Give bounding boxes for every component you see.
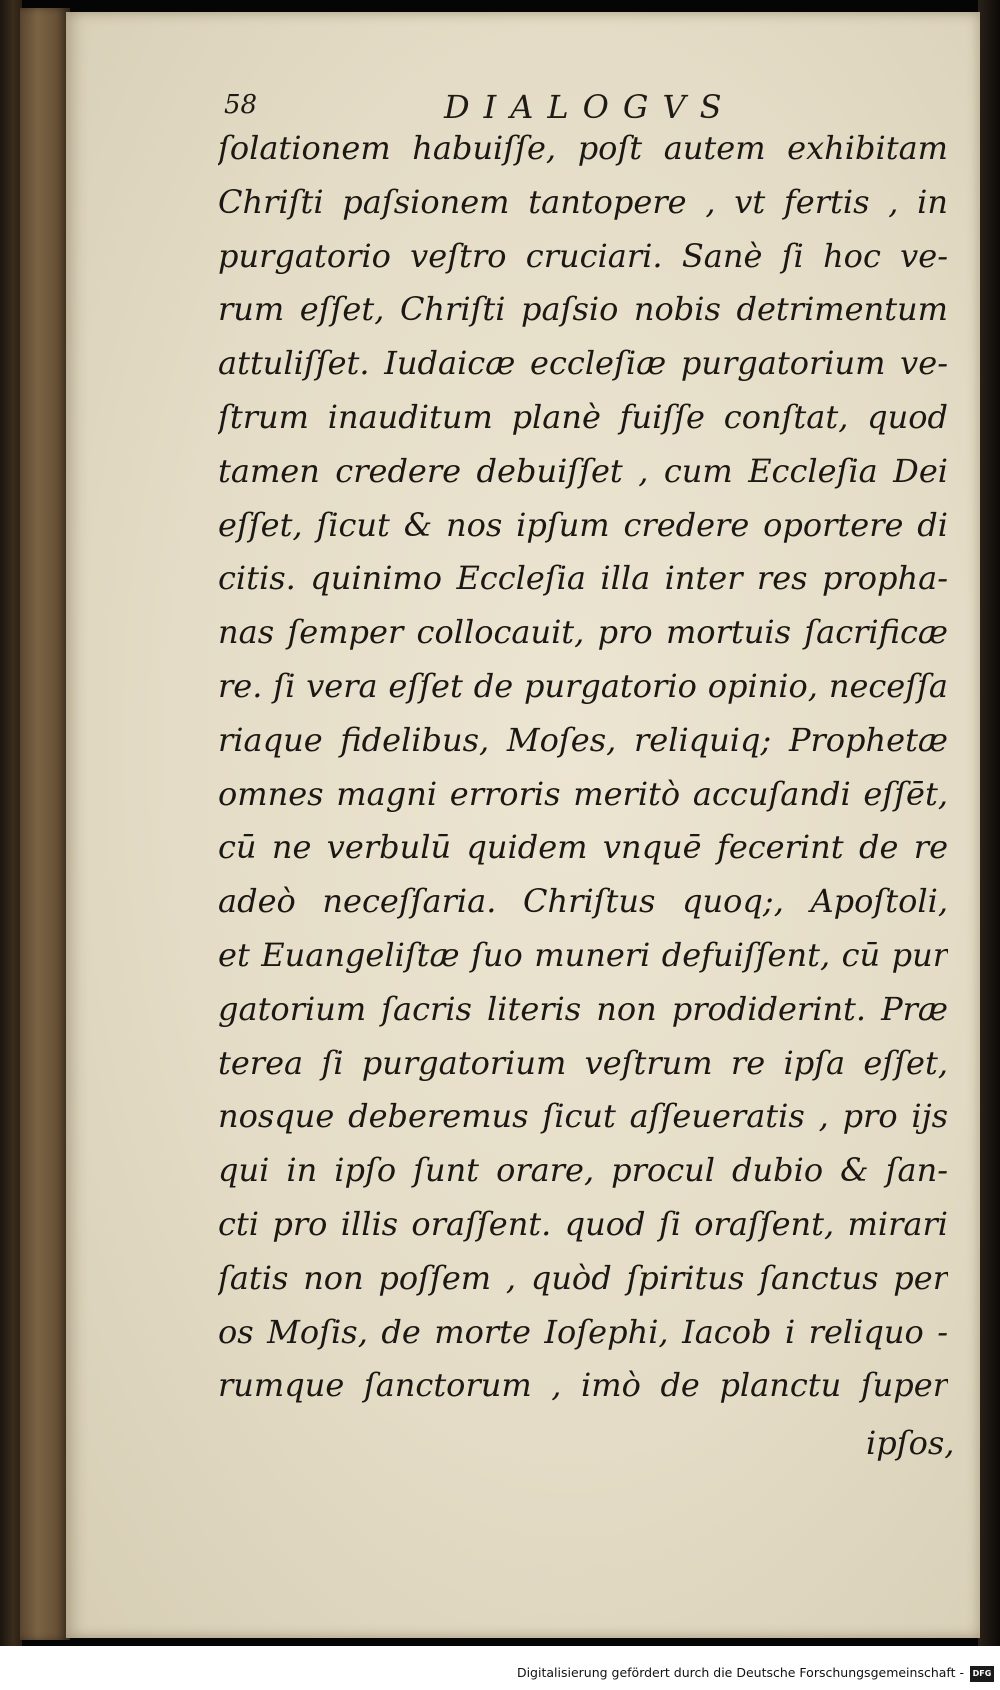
book-edge bbox=[0, 0, 22, 1690]
text-line: citis. quinimo Eccleſia illa inter res propha- bbox=[218, 559, 948, 598]
text-line: cū ne verbulū quidem vnquē fecerint de re bbox=[218, 828, 948, 867]
text-line: ſolationem habuiſſe, poſt autem exhibitam bbox=[218, 129, 948, 167]
text-line: os Moſis, de morte Ioſephi, Iacob i reliquo - bbox=[218, 1312, 948, 1351]
text-line: omnes magni erroris meritò accuſandi eſſēt, bbox=[218, 774, 948, 813]
text-line: adeò neceſſaria. Chriſtus quoq;, Apoſtoli, bbox=[218, 882, 948, 921]
text-line: nosque deberemus ſicut aſſeueratis , pro ijs bbox=[218, 1097, 948, 1136]
text-line: Chriſti paſsionem tantopere , vt fertis , in bbox=[218, 182, 948, 221]
text-line: qui in ipſo ſunt orare, procul dubio & ſan- bbox=[218, 1151, 948, 1190]
text-line: et Euangeliſtæ ſuo muneri defuiſſent, cū pur bbox=[218, 935, 948, 974]
text-line: tamen credere debuiſſet , cum Eccleſia Dei bbox=[218, 451, 948, 490]
text-line: terea ſi purgatorium veſtrum re ipſa eſſet, bbox=[218, 1043, 948, 1082]
book-spine bbox=[20, 8, 70, 1640]
dfg-logo-icon: DFG bbox=[970, 1666, 994, 1682]
text-line: gatorium ſacris literis non prodiderint. Præ bbox=[218, 989, 948, 1028]
footer-bar bbox=[0, 1646, 1000, 1690]
running-head: DIALOGVS bbox=[444, 88, 736, 126]
text-line: cti pro illis oraſſent. quod ſi oraſſent, mirari bbox=[218, 1204, 948, 1243]
text-line: eſſet, ſicut & nos ipſum credere oportere di bbox=[218, 505, 948, 544]
text-line: re. ſi vera eſſet de purgatorio opinio, neceſſa bbox=[218, 666, 948, 705]
funding-credit: Digitalisierung gefördert durch die Deutsche Forschungsgemeinschaft - bbox=[516, 1665, 964, 1680]
text-line: nas ſemper collocauit, pro mortuis ſacrificæ bbox=[218, 613, 948, 652]
right-margin-strip bbox=[978, 0, 1000, 1690]
text-line: attuliſſet. Iudaicæ eccleſiæ purgatorium ve- bbox=[218, 344, 948, 383]
body-text bbox=[218, 122, 948, 1413]
text-line: ſtrum inauditum planè fuiſſe conſtat, quod bbox=[218, 397, 948, 436]
text-line: riaque fidelibus, Moſes, reliquiq; Prophetæ bbox=[218, 720, 948, 759]
text-line: purgatorio veſtro cruciari. Sanè ſi hoc ve- bbox=[218, 236, 948, 275]
catchword: ipſos, bbox=[866, 1424, 955, 1462]
page-number: 58 bbox=[224, 90, 258, 120]
text-line: rumque ſanctorum , imò de planctu ſuper bbox=[218, 1366, 948, 1405]
text-line: rum eſſet, Chriſti paſsio nobis detrimentum bbox=[218, 290, 948, 329]
text-line: ſatis non poſſem , quòd ſpiritus ſanctus per bbox=[218, 1258, 948, 1297]
book-page bbox=[66, 12, 980, 1638]
